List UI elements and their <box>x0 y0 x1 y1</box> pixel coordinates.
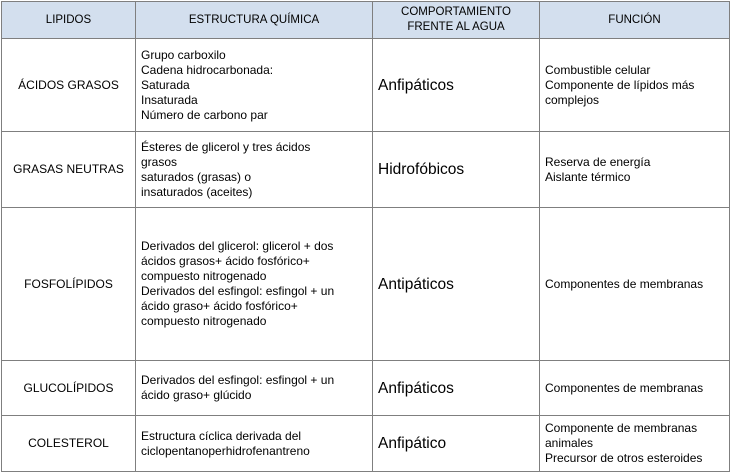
estructura-cell <box>136 208 373 361</box>
estructura-cell <box>136 361 373 416</box>
comportamiento-cell: Anfipáticos <box>373 39 540 132</box>
estructura-line: compuesto nitrogenado <box>141 269 267 283</box>
funcion-cell <box>540 208 730 361</box>
header-lipidos: LIPIDOS <box>2 2 136 39</box>
lipid-name: GRASAS NEUTRAS <box>2 132 136 208</box>
estructura-line: Estructura cíclica derivada del <box>141 428 302 443</box>
lipid-name: COLESTEROL <box>2 416 136 472</box>
estructura-line: Número de carbono par <box>141 107 268 122</box>
estructura-line: Derivados del esfingol: esfingol + un <box>141 284 335 298</box>
funcion-line: Componentes de membranas <box>545 276 704 291</box>
funcion-cell <box>540 132 730 208</box>
estructura-line: Insaturada <box>141 92 198 107</box>
lipid-name: ÁCIDOS GRASOS <box>2 39 136 132</box>
header-comportamiento <box>373 2 540 39</box>
table-row <box>2 39 730 132</box>
funcion-line: Componente de membranas <box>545 421 698 435</box>
comportamiento-cell: Anfipático <box>373 416 540 472</box>
table-row <box>2 208 730 361</box>
funcion-line: animales <box>545 436 594 450</box>
table-row <box>2 132 730 208</box>
lipid-name: FOSFOLÍPIDOS <box>2 208 136 361</box>
funcion-line: Combustible celular <box>545 62 651 77</box>
estructura-line: ciclopentanoperhidrofenantreno <box>141 443 310 458</box>
estructura-line: Derivados del esfingol: esfingol + un <box>141 373 335 387</box>
estructura-cell <box>136 39 373 132</box>
header-comportamiento-line-2: FRENTE AL AGUA <box>407 21 505 33</box>
funcion-cell <box>540 39 730 132</box>
comportamiento-cell: Antipáticos <box>373 208 540 361</box>
estructura-line: insaturados (aceites) <box>141 184 253 199</box>
funcion-line: Componente de lípidos más <box>545 77 695 92</box>
header-funcion: FUNCIÓN <box>540 2 730 39</box>
lipid-name: GLUCOLÍPIDOS <box>2 361 136 416</box>
funcion-line: Reserva de energía <box>545 154 651 169</box>
funcion-line: Componentes de membranas <box>545 380 704 395</box>
estructura-line: Derivados del glicerol: glicerol + dos <box>141 239 334 253</box>
funcion-line: complejos <box>545 92 600 107</box>
estructura-cell <box>136 416 373 472</box>
estructura-line: Grupo carboxilo <box>141 47 226 62</box>
estructura-line: Saturada <box>141 77 190 92</box>
table-row <box>2 416 730 472</box>
estructura-line: Cadena hidrocarbonada: <box>141 62 274 77</box>
estructura-line: ácido graso+ ácido fosfórico+ <box>141 299 298 313</box>
estructura-line: grasos <box>141 154 178 169</box>
estructura-cell <box>136 132 373 208</box>
table-row <box>2 361 730 416</box>
comportamiento-cell: Anfipáticos <box>373 361 540 416</box>
header-row <box>2 2 730 39</box>
estructura-line: saturados (grasas) o <box>141 169 252 184</box>
funcion-line: Precursor de otros esteroides <box>545 451 703 465</box>
estructura-line: Ésteres de glicerol y tres ácidos <box>141 139 311 154</box>
header-comportamiento-line-1: COMPORTAMIENTO <box>401 6 511 18</box>
comportamiento-cell: Hidrofóbicos <box>373 132 540 208</box>
estructura-line: ácidos grasos+ ácido fosfórico+ <box>141 254 310 268</box>
lipids-table <box>1 1 730 472</box>
estructura-line: ácido graso+ glúcido <box>141 388 252 402</box>
estructura-line: compuesto nitrogenado <box>141 314 267 328</box>
funcion-cell <box>540 361 730 416</box>
header-estructura: ESTRUCTURA QUÍMICA <box>136 2 373 39</box>
funcion-line: Aislante térmico <box>545 169 631 184</box>
funcion-cell <box>540 416 730 472</box>
